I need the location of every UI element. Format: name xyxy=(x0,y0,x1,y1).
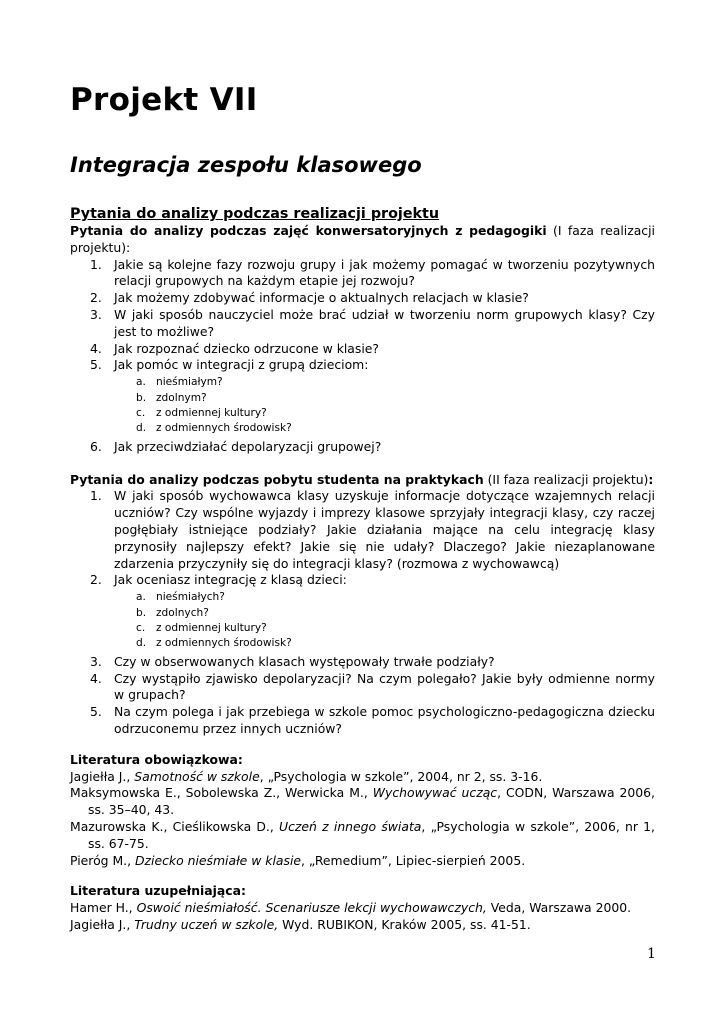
list-marker: 5. xyxy=(90,357,102,373)
list-item-text: W jaki sposób nauczyciel może brać udział w tworzeniu norm grupowych klasy? Czy jest to możliwe? xyxy=(114,306,655,339)
list-item-text: W jaki sposób wychowawca klasy uzyskuje informacje dotyczące wzajemnych relacji uczniów? Czy wspólne wyjazdy i imprezy klasowe sprzyjały integracji klasy, czy raczej pogłębiały istniejące podziały? Jakie działania mające na celu integrację klasy przynosiły najlepszy efekt? Jakie się nie udały? Dlaczego? Jakie niezaplanowane zdarzenia przyczyniły się do integracji klasy? (rozmowa z wychowawcą) xyxy=(114,488,655,571)
list-marker: 3. xyxy=(90,306,102,322)
list-marker: 6. xyxy=(90,438,102,454)
list-marker: 2. xyxy=(90,572,102,588)
list-marker: 4. xyxy=(90,670,102,686)
reference-author: Jagiełła J., xyxy=(70,916,135,932)
list-item xyxy=(70,290,655,307)
sub-list-item-text: nieśmiałych? xyxy=(156,591,225,604)
required-literature-heading: Literatura obowiązkowa: xyxy=(70,751,243,767)
sub-list-item xyxy=(70,621,655,636)
sub-list-item xyxy=(70,375,655,390)
reference-title: Wychowywać ucząc xyxy=(372,785,498,801)
list-item-text: Czy w obserwowanych klasach występowały trwałe podziały? xyxy=(114,653,495,669)
phase1-question-list-cont xyxy=(70,439,655,456)
phase2-intro-end: : xyxy=(648,471,654,487)
sub-list-item xyxy=(70,421,655,436)
list-item xyxy=(70,671,655,705)
sub-list-item-text: z odmiennych środowisk? xyxy=(156,422,292,435)
phase1-intro-bold: Pytania do analizy podczas zajęć konwersatoryjnych z pedagogiki xyxy=(70,223,547,238)
reference-details: , „Psychologia w szkole”, 2004, nr 2, ss. 3-16. xyxy=(259,768,543,784)
sub-list-item xyxy=(70,636,655,651)
list-item xyxy=(70,654,655,671)
reference-author: Pieróg M., xyxy=(70,852,135,868)
reference-title: Oswoić nieśmiałość. Scenariusze lekcji wychowawczych, xyxy=(136,900,487,916)
section-heading: Pytania do analizy podczas realizacji projektu xyxy=(70,206,440,222)
reference-item xyxy=(70,785,655,819)
phase2-intro xyxy=(70,472,655,489)
reference-author: Maksymowska E., Sobolewska Z., Werwicka M., xyxy=(70,785,373,801)
phase1-intro xyxy=(70,223,655,257)
list-item-text: Jak przeciwdziałać depolaryzacji grupowej? xyxy=(114,438,382,454)
reference-details: Veda, Warszawa 2000. xyxy=(486,900,632,916)
list-item xyxy=(70,357,655,374)
reference-author: Hamer H., xyxy=(70,900,137,916)
reference-title: Uczeń z innego świata xyxy=(279,818,422,834)
sub-list-item xyxy=(70,391,655,406)
supplementary-literature-heading: Literatura uzupełniająca: xyxy=(70,883,246,899)
sub-list-marker: a. xyxy=(136,591,146,604)
list-item xyxy=(70,704,655,738)
reference-item xyxy=(70,900,655,917)
sub-list-marker: c. xyxy=(136,406,146,419)
phase2-question-list xyxy=(70,488,655,589)
reference-title: Dziecko nieśmiałe w klasie xyxy=(134,852,302,868)
list-item xyxy=(70,257,655,291)
phase1-sub-list xyxy=(70,375,655,437)
list-item-text: Czy wystąpiło zjawisko depolaryzacji? Na czym polegało? Jakie były odmienne normy w grupach? xyxy=(114,670,655,703)
list-item xyxy=(70,572,655,589)
reference-details: , „Remedium”, Lipiec-sierpień 2005. xyxy=(301,852,526,868)
reference-item xyxy=(70,819,655,853)
phase2-intro-bold: Pytania do analizy podczas pobytu studenta na praktykach xyxy=(70,471,484,487)
sub-list-item-text: zdolnym? xyxy=(156,391,207,404)
page-number: 1 xyxy=(647,946,656,962)
list-marker: 1. xyxy=(90,488,102,504)
list-item xyxy=(70,439,655,456)
sub-list-item-text: z odmiennych środowisk? xyxy=(156,637,292,650)
sub-list-item-text: zdolnych? xyxy=(156,606,209,619)
sub-list-item-text: z odmiennej kultury? xyxy=(156,621,267,634)
list-item xyxy=(70,488,655,572)
reference-item xyxy=(70,853,655,870)
sub-list-marker: d. xyxy=(136,422,147,435)
sub-list-marker: b. xyxy=(136,391,147,404)
list-item-text: Jak rozpoznać dziecko odrzucone w klasie? xyxy=(114,340,380,356)
phase2-question-list-cont xyxy=(70,654,655,738)
sub-list-item-text: nieśmiałym? xyxy=(156,376,223,389)
sub-list-marker: d. xyxy=(136,637,147,650)
list-item-text: Jak oceniasz integrację z klasą dzieci: xyxy=(114,572,347,588)
page-subtitle: Integracja zespołu klasowego xyxy=(70,153,422,177)
phase2-sub-list xyxy=(70,590,655,652)
sub-list-marker: a. xyxy=(136,376,146,389)
list-marker: 2. xyxy=(90,290,102,306)
reference-details: Wyd. RUBIKON, Kraków 2005, ss. 41-51. xyxy=(278,916,531,932)
phase2-intro-rest: (II faza realizacji projektu) xyxy=(483,471,649,487)
list-item-text: Jak pomóc w integracji z grupą dzieciom: xyxy=(114,357,369,373)
reference-author: Jagiełła J., xyxy=(70,768,135,784)
reference-details: , CODN, Warszawa 2006, ss. 35–40, 43. xyxy=(88,785,655,818)
list-marker: 4. xyxy=(90,340,102,356)
reference-author: Mazurowska K., Cieślikowska D., xyxy=(70,818,280,834)
page-title: Projekt VII xyxy=(70,82,258,118)
list-item xyxy=(70,341,655,358)
phase1-question-list xyxy=(70,257,655,375)
phase1-intro-rest: (I faza realizacji projektu): xyxy=(70,223,655,255)
list-marker: 5. xyxy=(90,704,102,720)
sub-list-item-text: z odmiennej kultury? xyxy=(156,406,267,419)
reference-item xyxy=(70,917,655,934)
sub-list-item xyxy=(70,406,655,421)
sub-list-marker: c. xyxy=(136,621,146,634)
list-item-text: Na czym polega i jak przebiega w szkole pomoc psychologiczno-pedagogiczna dziecku odrzuconemu przez innych uczniów? xyxy=(114,704,655,736)
list-marker: 1. xyxy=(90,256,102,272)
document-body xyxy=(70,206,655,934)
list-item-text: Jak możemy zdobywać informacje o aktualnych relacjach w klasie? xyxy=(114,290,529,306)
sub-list-item xyxy=(70,606,655,621)
reference-item xyxy=(70,769,655,786)
sub-list-marker: b. xyxy=(136,606,147,619)
list-item xyxy=(70,307,655,341)
reference-details: , „Psychologia w szkole”, 2006, nr 1, ss. 67-75. xyxy=(88,818,655,851)
reference-title: Trudny uczeń w szkole, xyxy=(134,916,279,932)
sub-list-item xyxy=(70,590,655,605)
list-item-text: Jakie są kolejne fazy rozwoju grupy i jak możemy pomagać w tworzeniu pozytywnych relacji grupowych na każdym etapie jej rozwoju? xyxy=(114,256,655,289)
list-marker: 3. xyxy=(90,653,102,669)
reference-title: Samotność w szkole xyxy=(134,768,260,784)
